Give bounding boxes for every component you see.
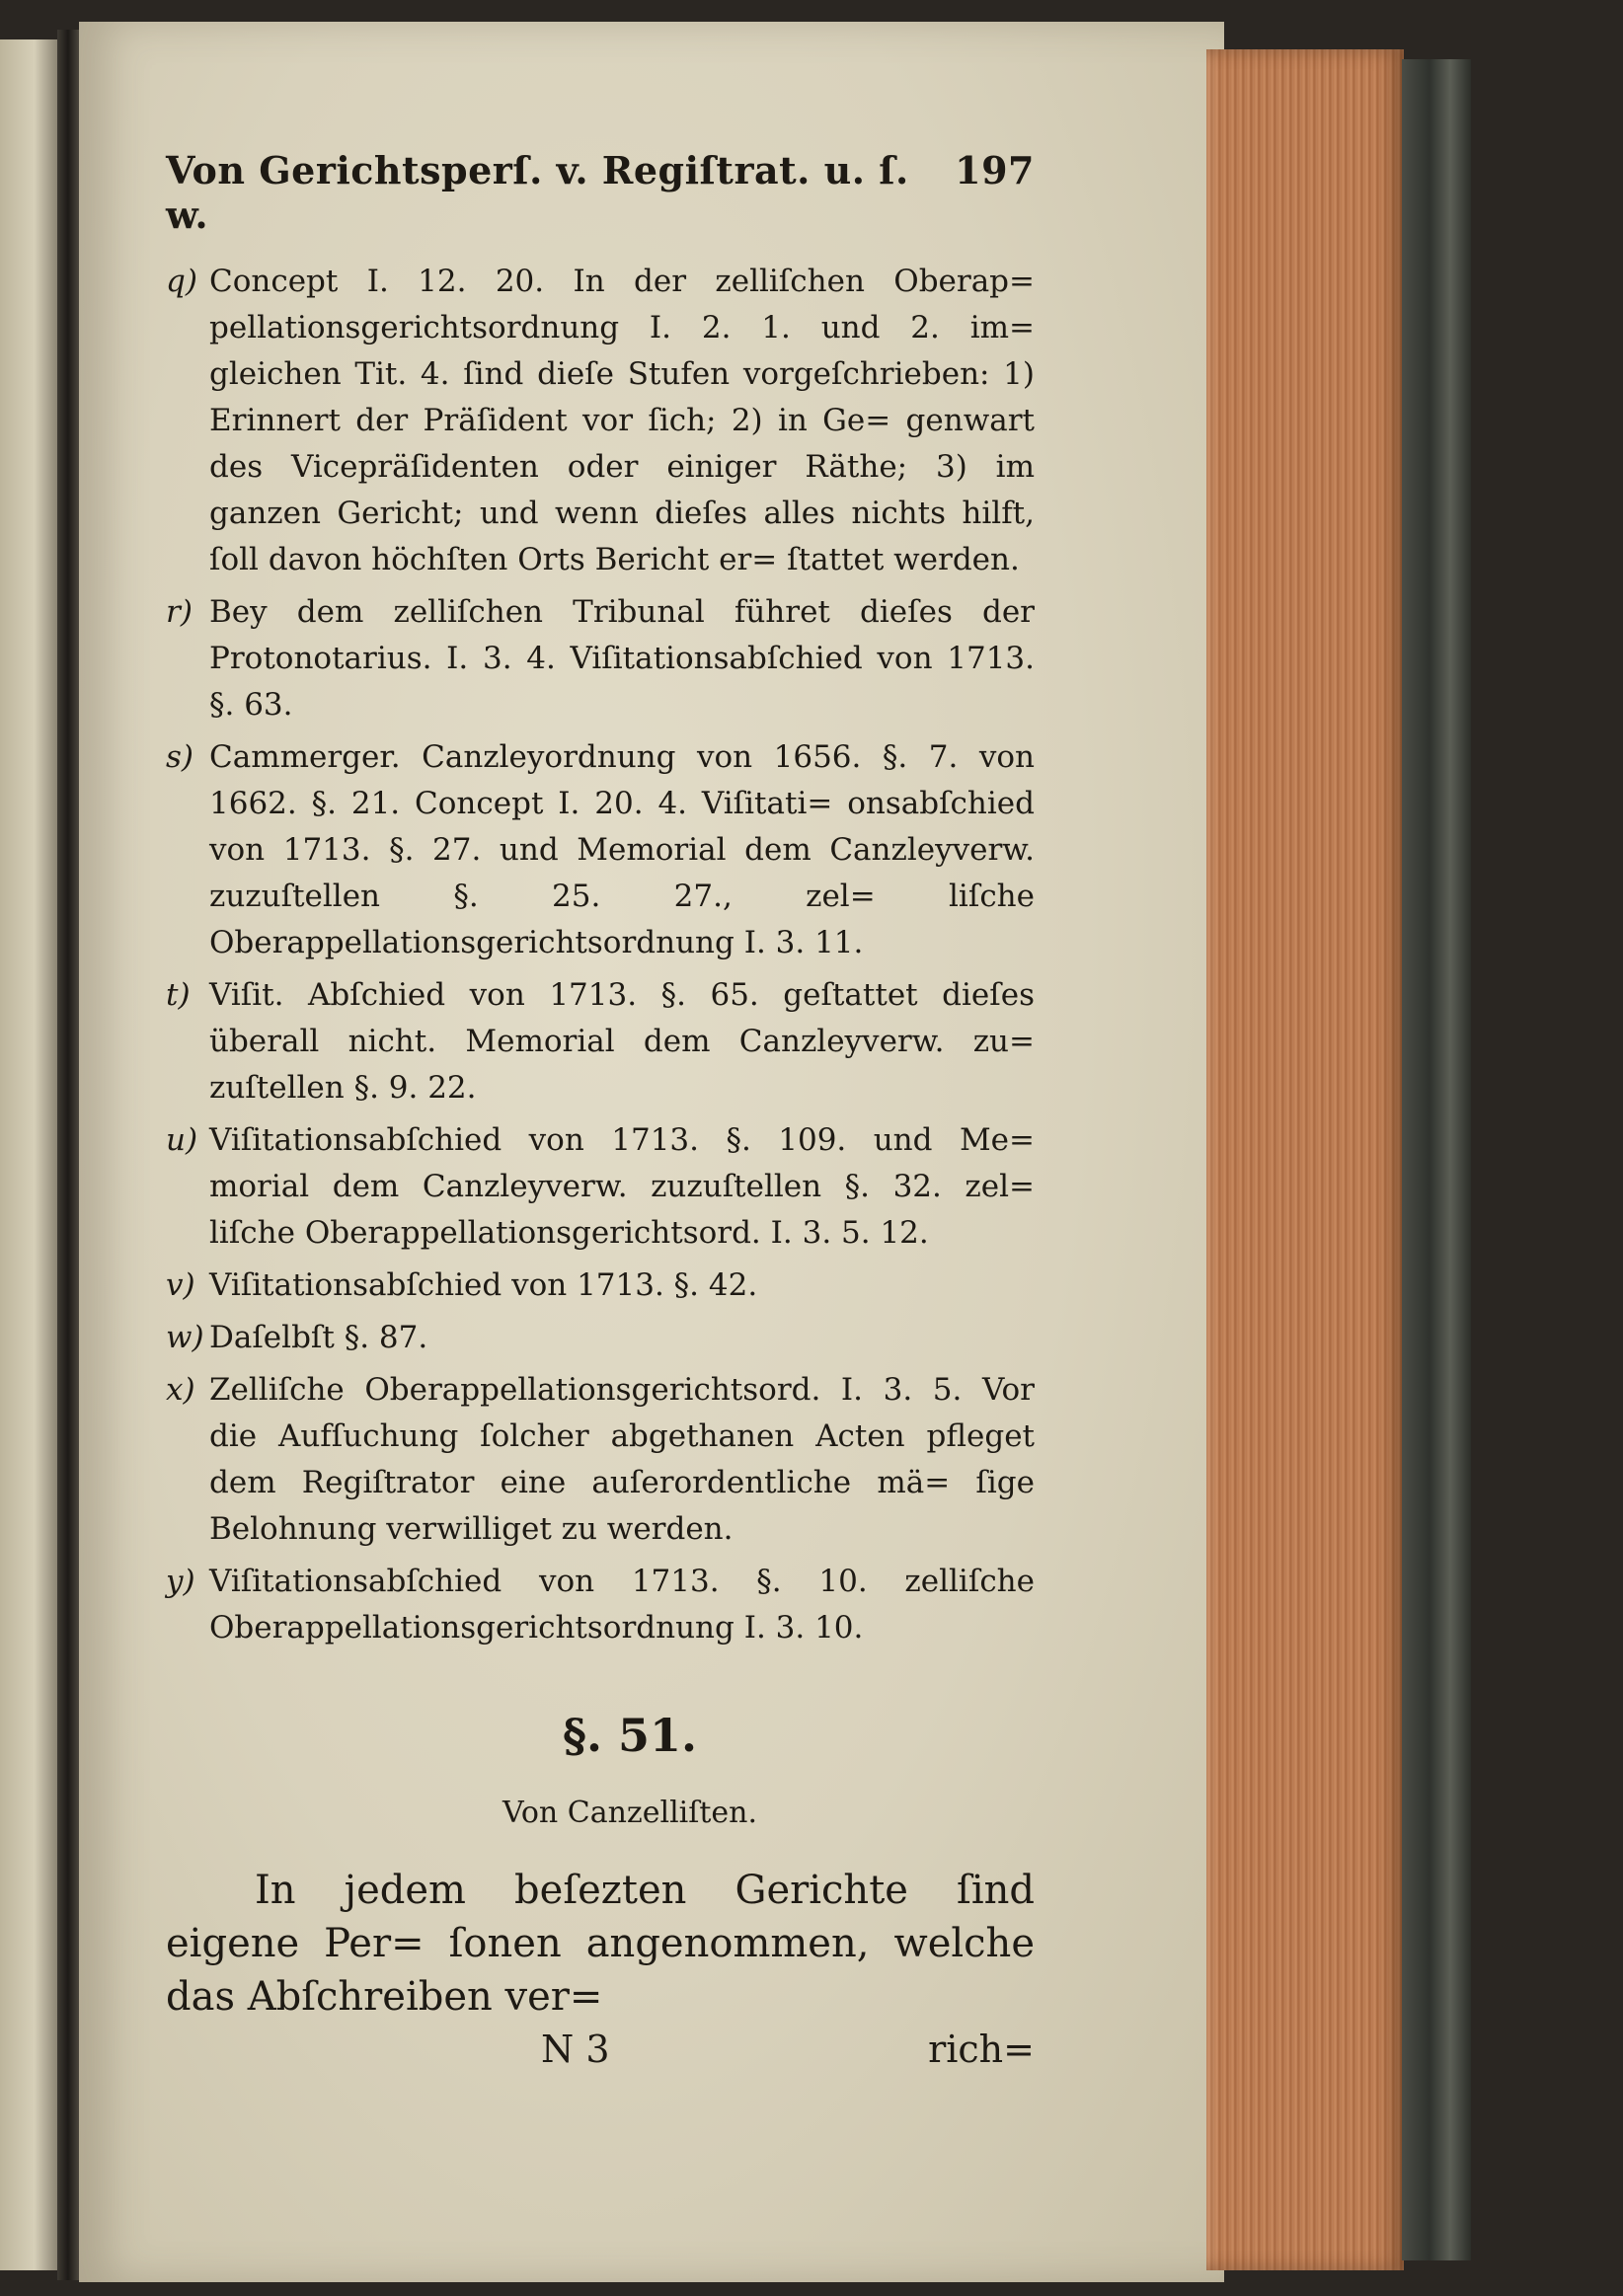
footnote: [166, 259, 1035, 583]
footnote-mark: x): [166, 1372, 195, 1408]
footnote-mark: q): [166, 264, 197, 299]
running-header: [166, 148, 1035, 237]
body-paragraph: In jedem beſezten Gerichte ſind eigene Per= ſonen angenommen, welche das Abſchreiben ver=: [166, 1868, 1035, 2020]
footnote-text: Daſelbſt §. 87.: [209, 1320, 428, 1355]
section-number: §. 51.: [562, 1709, 698, 1762]
footnote-text: Viſitationsabſchied von 1713. §. 10. zelliſche Oberappellationsgerichtsordnung I. 3. 10.: [209, 1564, 1035, 1645]
footnote: [166, 1117, 1035, 1257]
footnote-mark: s): [166, 739, 194, 775]
footnote: [166, 1263, 1035, 1309]
book-cover: [1402, 59, 1471, 2260]
facing-page-edge: [0, 39, 57, 2270]
footnote-text: Bey dem zelliſchen Tribunal führet dieſes der Protonotarius. I. 3. 4. Viſitationsabſchied von 1713. §. 63.: [209, 594, 1035, 723]
page-stack-edge: [1206, 49, 1404, 2270]
book-gutter: [57, 30, 79, 2280]
section-title: Von Canzelliſten.: [502, 1796, 758, 1830]
page-number: 197: [955, 148, 1035, 192]
footnote-text: Viſit. Abſchied von 1713. §. 65. geſtattet dieſes überall nicht. Memorial dem Canzleyverw. zu= zuſtellen §. 9. 22.: [209, 977, 1035, 1106]
footnote: [166, 734, 1035, 966]
page-footer: [166, 2028, 1035, 2071]
footnote-text: Viſitationsabſchied von 1713. §. 109. und Me= morial dem Canzleyverw. zuzuſtellen §. 32. zel= liſche Oberappellationsgerichtsord. I. 3. 5. 12.: [209, 1122, 1035, 1251]
footnote: [166, 1559, 1035, 1651]
footnote: [166, 972, 1035, 1111]
footnote-mark: t): [166, 977, 191, 1013]
footnote: [166, 1367, 1035, 1553]
footnote-mark: w): [166, 1320, 204, 1355]
footnote-text: Concept I. 12. 20. In der zelliſchen Oberap= pellationsgerichtsordnung I. 2. 1. und 2. im= gleichen Tit. 4. ſind dieſe Stufen vorgeſchrieben: 1) Erinnert der Präſident vor ſich; 2) in Ge= genwart des Vicepräſidenten oder einiger Räthe; 3) im ganzen Gericht; und wenn dieſes alles nichts hilft, ſoll davon höchſten Orts Bericht er= ſtattet werden.: [209, 264, 1035, 577]
footnote: [166, 1315, 1035, 1361]
footnote-mark: u): [166, 1122, 198, 1158]
running-title: Von Gerichtsperſ. v. Regiſtrat. u. ſ. w.: [166, 148, 909, 237]
catchword: rich=: [928, 2028, 1035, 2071]
footnote-text: Cammerger. Canzleyordnung von 1656. §. 7. von 1662. §. 21. Concept I. 20. 4. Viſitati= onsabſchied von 1713. §. 27. und Memorial dem Canzleyverw. zuzuſtellen §. 25. 27., zel= liſche Oberappellationsgerichtsordnung I. 3. 11.: [209, 739, 1035, 960]
footnote-text: Viſitationsabſchied von 1713. §. 42.: [209, 1267, 758, 1303]
footnote-mark: v): [166, 1267, 195, 1303]
signature-mark: N 3: [541, 2028, 610, 2071]
footnote: [166, 589, 1035, 728]
footnote-mark: y): [166, 1564, 195, 1599]
footnote-mark: r): [166, 594, 193, 630]
footnote-text: Zelliſche Oberappellationsgerichtsord. I. 3. 5. Vor die Aufſuchung ſolcher abgethanen Acten pfleget dem Regiſtrator eine auſerordentliche mä= ſige Belohnung verwilliget zu werden.: [209, 1372, 1035, 1547]
page-text: [166, 148, 1035, 2071]
